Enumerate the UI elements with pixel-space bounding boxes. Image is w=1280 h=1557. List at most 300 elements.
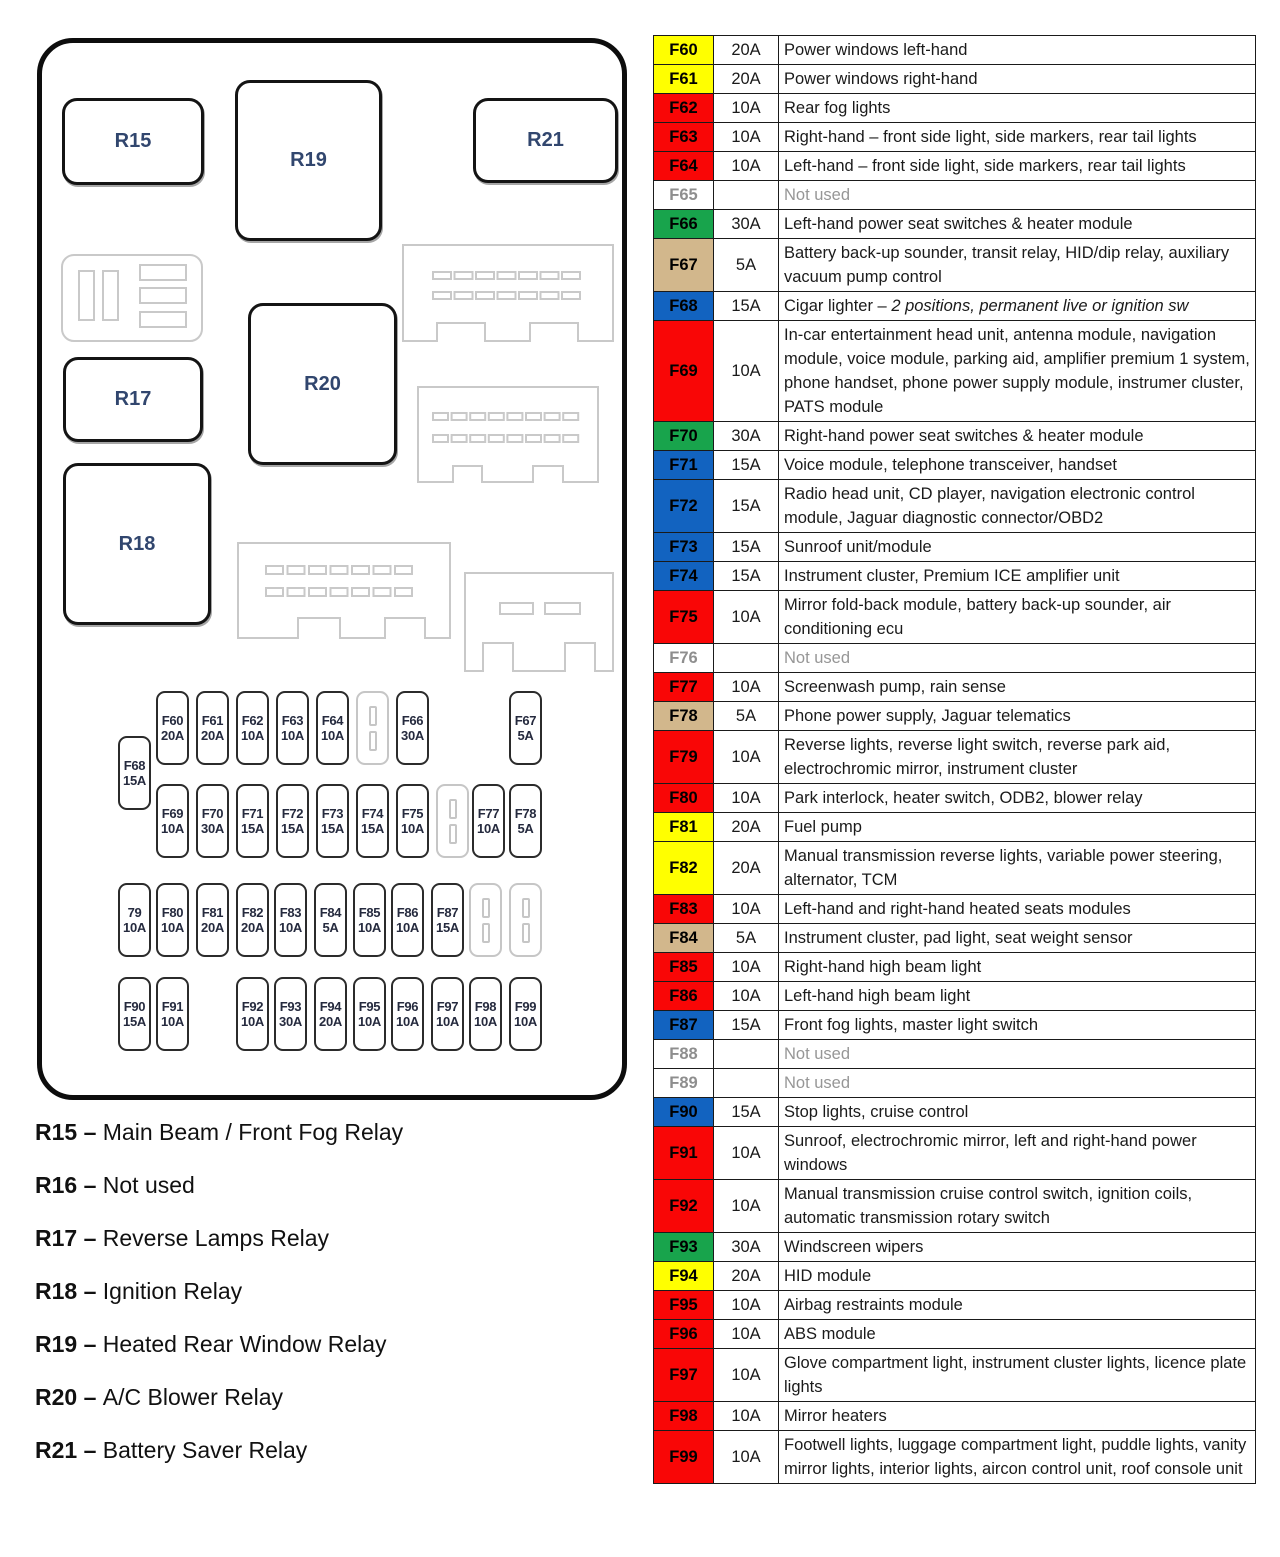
fuse-id-cell: F71 (654, 451, 714, 480)
fuse-id-cell: F69 (654, 321, 714, 422)
fuse-id-label: F77 (477, 806, 500, 821)
fuse-row-f86 (654, 982, 1256, 1011)
fuse-amps-cell: 20A (714, 36, 779, 65)
fuse-row-f87 (654, 1011, 1256, 1040)
relay-box-r18 (63, 463, 211, 625)
fuse-id-label: F74 (361, 806, 384, 821)
fuse-desc-text: Power windows left-hand (784, 41, 968, 59)
fuse-amps-label: 20A (161, 728, 184, 743)
fuse-amps-label: 15A (436, 920, 459, 935)
fuse-desc-cell (779, 1127, 1256, 1180)
connector-pin (470, 413, 485, 420)
fuse-id-cell: F61 (654, 65, 714, 94)
legend-relay-desc: Heated Rear Window Relay (102, 1331, 387, 1357)
fuse-desc-cell (779, 953, 1256, 982)
fuse-slot-f91 (156, 977, 189, 1051)
fuse-desc-cell (779, 731, 1256, 784)
connector-pin (433, 272, 451, 279)
fuse-amps-cell: 15A (714, 480, 779, 533)
fuse-amps-label: 20A (201, 728, 224, 743)
fuse-desc-text: HID module (784, 1267, 872, 1285)
fuse-amps-label: 10A (241, 1014, 264, 1029)
fuse-row-f82 (654, 842, 1256, 895)
fuse-slot-f90 (118, 977, 151, 1051)
fuse-amps-label: 10A (281, 728, 304, 743)
fuse-desc-cell (779, 1402, 1256, 1431)
fuse-slot-f83 (274, 883, 307, 957)
fuse-desc-cell (779, 1098, 1256, 1127)
fuse-row-f98 (654, 1402, 1256, 1431)
fuse-desc-cell (779, 644, 1256, 673)
fuse-amps-cell: 10A (714, 152, 779, 181)
fuse-amps-cell: 10A (714, 123, 779, 152)
fuse-amps-label: 10A (401, 821, 424, 836)
fuse-desc-text: Not used (784, 1074, 851, 1092)
connector-pin (288, 588, 305, 596)
fuse-desc-text: Footwell lights, luggage compartment light, puddle lights, vanity mirror lights, interior lights, aircon control unit, roof console unit (784, 1436, 1247, 1478)
fuse-id-label: F84 (319, 905, 342, 920)
fuse-desc-text: Stop lights, cruise control (784, 1103, 969, 1121)
fuse-desc-text: Windscreen wipers (784, 1238, 924, 1256)
relay-box-r20 (248, 303, 397, 465)
fuse-amps-cell: 10A (714, 94, 779, 123)
connector-pin (452, 413, 467, 420)
fuse-amps-label: 10A (396, 920, 419, 935)
fuse-slot-f86 (391, 883, 424, 957)
fuse-terminal-pin (522, 923, 530, 943)
fuse-desc-text: Park interlock, heater switch, ODB2, blower relay (784, 789, 1143, 807)
fuse-id-cell: F75 (654, 591, 714, 644)
fuse-slot-f60 (156, 691, 189, 765)
connector-block (238, 543, 450, 638)
fuse-amps-label: 10A (321, 728, 344, 743)
fuse-id-label: F87 (436, 905, 459, 920)
connector-pin (563, 413, 578, 420)
fuse-desc-cell (779, 181, 1256, 210)
fuse-desc-cell (779, 1291, 1256, 1320)
connector-pin (266, 566, 283, 574)
legend-relay-id: R17 – (35, 1225, 103, 1251)
fuse-slot-f98 (469, 977, 502, 1051)
legend-line-r18 (35, 1277, 615, 1306)
fuse-id-cell: F86 (654, 982, 714, 1011)
fuse-desc-cell (779, 842, 1256, 895)
fuse-amps-label: 10A (241, 728, 264, 743)
fuse-slot-79 (118, 883, 151, 957)
fuse-amps-cell: 20A (714, 65, 779, 94)
connector-pin (288, 566, 305, 574)
fuse-amps-cell: 10A (714, 1127, 779, 1180)
fuse-slot-f94 (314, 977, 347, 1051)
fuse-id-cell: F93 (654, 1233, 714, 1262)
fuse-id-label: F67 (514, 713, 537, 728)
fuse-desc-text: Reverse lights, reverse light switch, reverse park aid, electrochromic mirror, instrument cluster (784, 736, 1171, 778)
fuse-amps-label: 10A (161, 920, 184, 935)
fuse-slot-f84 (314, 883, 347, 957)
fuse-id-label: F91 (161, 999, 184, 1014)
fuse-desc-text: Not used (784, 649, 851, 667)
fuse-amps-label: 30A (201, 821, 224, 836)
connector-pin (331, 588, 348, 596)
fuse-desc-text: Cigar lighter – (784, 297, 892, 315)
fuse-id-cell: F67 (654, 239, 714, 292)
fuse-desc-cell (779, 1262, 1256, 1291)
connector-pin (455, 272, 473, 279)
fuse-desc-cell (779, 673, 1256, 702)
fuse-desc-text: Not used (784, 186, 851, 204)
connector-pin (140, 265, 186, 280)
fuse-slot-f99 (509, 977, 542, 1051)
connector-pin (331, 566, 348, 574)
connector-pin (309, 588, 326, 596)
fuse-desc-text: Mirror heaters (784, 1407, 887, 1425)
fuse-desc-text: Not used (784, 1045, 851, 1063)
legend-line-r21 (35, 1436, 615, 1465)
fuse-desc-cell (779, 1431, 1256, 1484)
fuse-desc-text: Radio head unit, CD player, navigation electronic control module, Jaguar diagnostic connector/OBD2 (784, 485, 1195, 527)
fuse-id-label: F98 (474, 999, 497, 1014)
connector-pin (309, 566, 326, 574)
fuse-row-f94 (654, 1262, 1256, 1291)
fuse-id-cell: F74 (654, 562, 714, 591)
fuse-row-f70 (654, 422, 1256, 451)
fuse-desc-text: Fuel pump (784, 818, 862, 836)
fuse-amps-label: 15A (123, 773, 146, 788)
fuse-desc-cell (779, 451, 1256, 480)
fuse-amps-cell: 10A (714, 1431, 779, 1484)
fuse-row-f79 (654, 731, 1256, 784)
fuse-row-f84 (654, 924, 1256, 953)
fuse-row-f67 (654, 239, 1256, 292)
fuse-id-label: F94 (319, 999, 342, 1014)
fuse-terminal-pin (482, 923, 490, 943)
fuse-slot-f85 (353, 883, 386, 957)
fuse-row-f76 (654, 644, 1256, 673)
fuse-amps-cell: 10A (714, 1180, 779, 1233)
fuse-id-label: F80 (161, 905, 184, 920)
connector-pins (433, 272, 580, 299)
fuse-desc-text: Screenwash pump, rain sense (784, 678, 1006, 696)
fuse-amps-label: 15A (241, 821, 264, 836)
fuse-slot-f61 (196, 691, 229, 765)
fuse-id-label: F75 (401, 806, 424, 821)
connector-pin (395, 566, 412, 574)
fuse-id-cell: F90 (654, 1098, 714, 1127)
fuse-desc-cell (779, 895, 1256, 924)
fuse-terminal-pin (522, 898, 530, 918)
fuse-desc-cell (779, 813, 1256, 842)
fuse-row-f72 (654, 480, 1256, 533)
fuse-id-cell: F78 (654, 702, 714, 731)
fuse-desc-cell (779, 292, 1256, 321)
fuse-id-label: F83 (279, 905, 302, 920)
fuse-id-cell: F65 (654, 181, 714, 210)
fuse-id-cell: F91 (654, 1127, 714, 1180)
fuse-desc-cell (779, 422, 1256, 451)
fuse-desc-text: Instrument cluster, Premium ICE amplifier unit (784, 567, 1120, 585)
connector-pin (519, 292, 537, 299)
fuse-slot-empty (469, 883, 502, 957)
fuse-amps-label: 10A (477, 821, 500, 836)
fuse-id-label: F64 (321, 713, 344, 728)
fuse-desc-cell (779, 533, 1256, 562)
fuse-amps-label: 10A (279, 920, 302, 935)
fuse-row-f83 (654, 895, 1256, 924)
fuse-desc-text: Airbag restraints module (784, 1296, 963, 1314)
fuse-desc-cell (779, 1349, 1256, 1402)
fuse-desc-text: Left-hand and right-hand heated seats modules (784, 900, 1131, 918)
fuse-amps-label: 10A (396, 1014, 419, 1029)
fuse-desc-text: Right-hand – front side light, side markers, rear tail lights (784, 128, 1197, 146)
fuse-row-f88 (654, 1040, 1256, 1069)
relay-box-r19 (235, 80, 382, 241)
fuse-desc-cell (779, 784, 1256, 813)
fuse-row-f90 (654, 1098, 1256, 1127)
fuse-desc-text: Voice module, telephone transceiver, handset (784, 456, 1117, 474)
relay-label: R17 (114, 388, 152, 410)
fuse-slot-f82 (236, 883, 269, 957)
fuse-slot-f69 (156, 784, 189, 858)
fuse-slot-f71 (236, 784, 269, 858)
fuse-amps-cell: 10A (714, 1320, 779, 1349)
fuse-amps-cell: 30A (714, 210, 779, 239)
fuse-id-label: F60 (161, 713, 184, 728)
connector-pin (79, 271, 94, 320)
fuse-amps-label: 10A (123, 920, 146, 935)
fuse-id-label: F93 (279, 999, 302, 1014)
fuse-amps-label: 10A (161, 821, 184, 836)
fuse-desc-cell (779, 924, 1256, 953)
fuse-row-f77 (654, 673, 1256, 702)
fuse-id-cell: F68 (654, 292, 714, 321)
fuse-amps-cell: 10A (714, 731, 779, 784)
fuse-desc-text: Right-hand high beam light (784, 958, 982, 976)
fuse-id-cell: F60 (654, 36, 714, 65)
legend-relay-desc: Main Beam / Front Fog Relay (102, 1119, 404, 1145)
connector-pin (507, 413, 522, 420)
fuse-desc-text: Rear fog lights (784, 99, 891, 117)
fuse-id-label: F86 (396, 905, 419, 920)
fuse-slot-f66 (396, 691, 429, 765)
fuse-id-cell: F97 (654, 1349, 714, 1402)
connector-pin (352, 588, 369, 596)
fuse-id-cell: F88 (654, 1040, 714, 1069)
fusebox-diagram (37, 38, 627, 1100)
connector-pin (500, 603, 533, 614)
fuse-desc-text: Left-hand power seat switches & heater module (784, 215, 1133, 233)
fuse-id-cell: F99 (654, 1431, 714, 1484)
connector-pin (433, 413, 448, 420)
fuse-slot-empty (356, 691, 389, 765)
connector-pin (374, 588, 391, 596)
connector-pin (541, 272, 559, 279)
fuse-terminal-pin (369, 731, 377, 751)
fuse-desc-cell (779, 65, 1256, 94)
connector-pin (374, 566, 391, 574)
fuse-slot-f93 (274, 977, 307, 1051)
fuse-desc-cell (779, 1233, 1256, 1262)
fuse-amps-cell: 10A (714, 591, 779, 644)
fuse-slot-empty (509, 883, 542, 957)
legend-relay-desc: A/C Blower Relay (102, 1384, 283, 1410)
fuse-id-cell: F66 (654, 210, 714, 239)
fuse-id-cell: F98 (654, 1402, 714, 1431)
fuse-desc-cell (779, 1011, 1256, 1040)
fuse-id-cell: F85 (654, 953, 714, 982)
fuse-amps-cell: 15A (714, 451, 779, 480)
fuse-id-cell: F73 (654, 533, 714, 562)
fuse-desc-cell (779, 1320, 1256, 1349)
connector-pin (433, 292, 451, 299)
fuse-desc-cell (779, 152, 1256, 181)
connector-pin (545, 603, 580, 614)
fuse-amps-label: 5A (517, 728, 534, 743)
fuse-row-f91 (654, 1127, 1256, 1180)
fuse-desc-cell (779, 591, 1256, 644)
connector-pin (266, 588, 283, 596)
fuse-id-label: F63 (281, 713, 304, 728)
fuse-desc-text: Instrument cluster, pad light, seat weight sensor (784, 929, 1133, 947)
fuse-id-cell: F77 (654, 673, 714, 702)
fuse-row-f61 (654, 65, 1256, 94)
fuse-desc-text: Left-hand – front side light, side markers, rear tail lights (784, 157, 1186, 175)
fuse-amps-cell: 20A (714, 842, 779, 895)
relay-label: R19 (290, 149, 327, 171)
fuse-amps-label: 15A (361, 821, 384, 836)
fuse-amps-cell: 15A (714, 562, 779, 591)
fuse-amps-cell: 15A (714, 1011, 779, 1040)
fuse-id-label: F72 (281, 806, 304, 821)
fuse-amps-cell (714, 1069, 779, 1098)
fuse-id-label: F70 (201, 806, 224, 821)
fuse-row-f96 (654, 1320, 1256, 1349)
fuse-amps-label: 20A (319, 1014, 342, 1029)
fuse-slot-f63 (276, 691, 309, 765)
fuse-amps-label: 20A (201, 920, 224, 935)
fuse-desc-text: Phone power supply, Jaguar telematics (784, 707, 1071, 725)
fuse-slot-f68 (118, 736, 151, 810)
fuse-desc-text: Sunroof unit/module (784, 538, 932, 556)
fuse-id-label: F97 (436, 999, 459, 1014)
fuse-row-f81 (654, 813, 1256, 842)
fuse-desc-text: Right-hand power seat switches & heater module (784, 427, 1144, 445)
fuse-amps-cell (714, 644, 779, 673)
fuse-row-f97 (654, 1349, 1256, 1402)
fuse-slot-f72 (276, 784, 309, 858)
relay-label: R15 (114, 130, 152, 152)
fuse-slot-f77 (472, 784, 505, 858)
fuse-amps-cell: 30A (714, 422, 779, 451)
fuse-id-cell: F89 (654, 1069, 714, 1098)
legend-relay-desc: Reverse Lamps Relay (102, 1225, 330, 1251)
connector-pin (476, 272, 494, 279)
fuse-row-f92 (654, 1180, 1256, 1233)
fuse-slot-f87 (431, 883, 464, 957)
fuse-desc-cell (779, 702, 1256, 731)
fuse-id-label: F92 (241, 999, 264, 1014)
fuse-row-f78 (654, 702, 1256, 731)
fuse-slot-f70 (196, 784, 229, 858)
fuse-desc-text: Glove compartment light, instrument cluster lights, licence plate lights (784, 1354, 1247, 1396)
fuse-amps-cell: 10A (714, 895, 779, 924)
fuse-slot-f97 (431, 977, 464, 1051)
relay-legend (35, 1118, 615, 1489)
fuse-slot-f67 (509, 691, 542, 765)
fuse-row-f89 (654, 1069, 1256, 1098)
fuse-id-cell: F76 (654, 644, 714, 673)
fuse-id-label: F81 (201, 905, 224, 920)
fuse-desc-text: Mirror fold-back module, battery back-up sounder, air conditioning ecu (784, 596, 1172, 638)
fuse-id-label: F96 (396, 999, 419, 1014)
legend-relay-id: R20 – (35, 1384, 103, 1410)
fuse-desc-cell (779, 1180, 1256, 1233)
connector-pin (519, 272, 537, 279)
connector-pin (103, 271, 118, 320)
legend-line-r15 (35, 1118, 615, 1147)
fuse-desc-cell (779, 1040, 1256, 1069)
fuse-row-f95 (654, 1291, 1256, 1320)
fuse-amps-cell: 10A (714, 673, 779, 702)
connector-pin (489, 413, 504, 420)
fuse-id-cell: F82 (654, 842, 714, 895)
fuse-amps-label: 10A (514, 1014, 537, 1029)
fuse-row-f64 (654, 152, 1256, 181)
fuse-row-f99 (654, 1431, 1256, 1484)
legend-relay-id: R21 – (35, 1437, 103, 1463)
fuse-row-f93 (654, 1233, 1256, 1262)
legend-relay-desc: Not used (102, 1172, 195, 1198)
fuse-id-cell: F70 (654, 422, 714, 451)
fuse-terminal-pin (369, 706, 377, 726)
fuse-amps-cell: 10A (714, 784, 779, 813)
fuse-row-f73 (654, 533, 1256, 562)
connector-pin (507, 435, 522, 442)
fuse-table-body (654, 36, 1256, 1484)
fuse-row-f74 (654, 562, 1256, 591)
fuse-amps-label: 5A (322, 920, 339, 935)
fuse-id-cell: F81 (654, 813, 714, 842)
fuse-amps-label: 10A (474, 1014, 497, 1029)
fuse-row-f66 (654, 210, 1256, 239)
connector-pin (526, 435, 541, 442)
connector-pin (545, 413, 560, 420)
fuse-amps-label: 10A (358, 1014, 381, 1029)
connector-pin (562, 292, 580, 299)
fuse-id-cell: F94 (654, 1262, 714, 1291)
fuse-id-cell: F83 (654, 895, 714, 924)
fuse-terminal-pin (449, 799, 457, 819)
connector-pin (140, 312, 186, 327)
fuse-desc-text: Battery back-up sounder, transit relay, HID/dip relay, auxiliary vacuum pump control (784, 244, 1230, 286)
fuse-amps-cell: 20A (714, 813, 779, 842)
legend-line-r20 (35, 1383, 615, 1412)
connector-block (62, 255, 202, 341)
fuse-slot-f75 (396, 784, 429, 858)
fuse-desc-text: Power windows right-hand (784, 70, 978, 88)
fuse-amps-label: 10A (161, 1014, 184, 1029)
fuse-slot-f78 (509, 784, 542, 858)
fuse-amps-label: 30A (401, 728, 424, 743)
fuse-row-f85 (654, 953, 1256, 982)
fuse-amps-cell: 10A (714, 321, 779, 422)
fuse-row-f68 (654, 292, 1256, 321)
connector-pins (266, 566, 412, 596)
connector-pin (541, 292, 559, 299)
fuse-amps-cell: 10A (714, 1402, 779, 1431)
fuse-desc-text: Manual transmission cruise control switch, ignition coils, automatic transmission rotary switch (784, 1185, 1193, 1227)
fuse-desc-cell (779, 210, 1256, 239)
fuse-slot-f64 (316, 691, 349, 765)
